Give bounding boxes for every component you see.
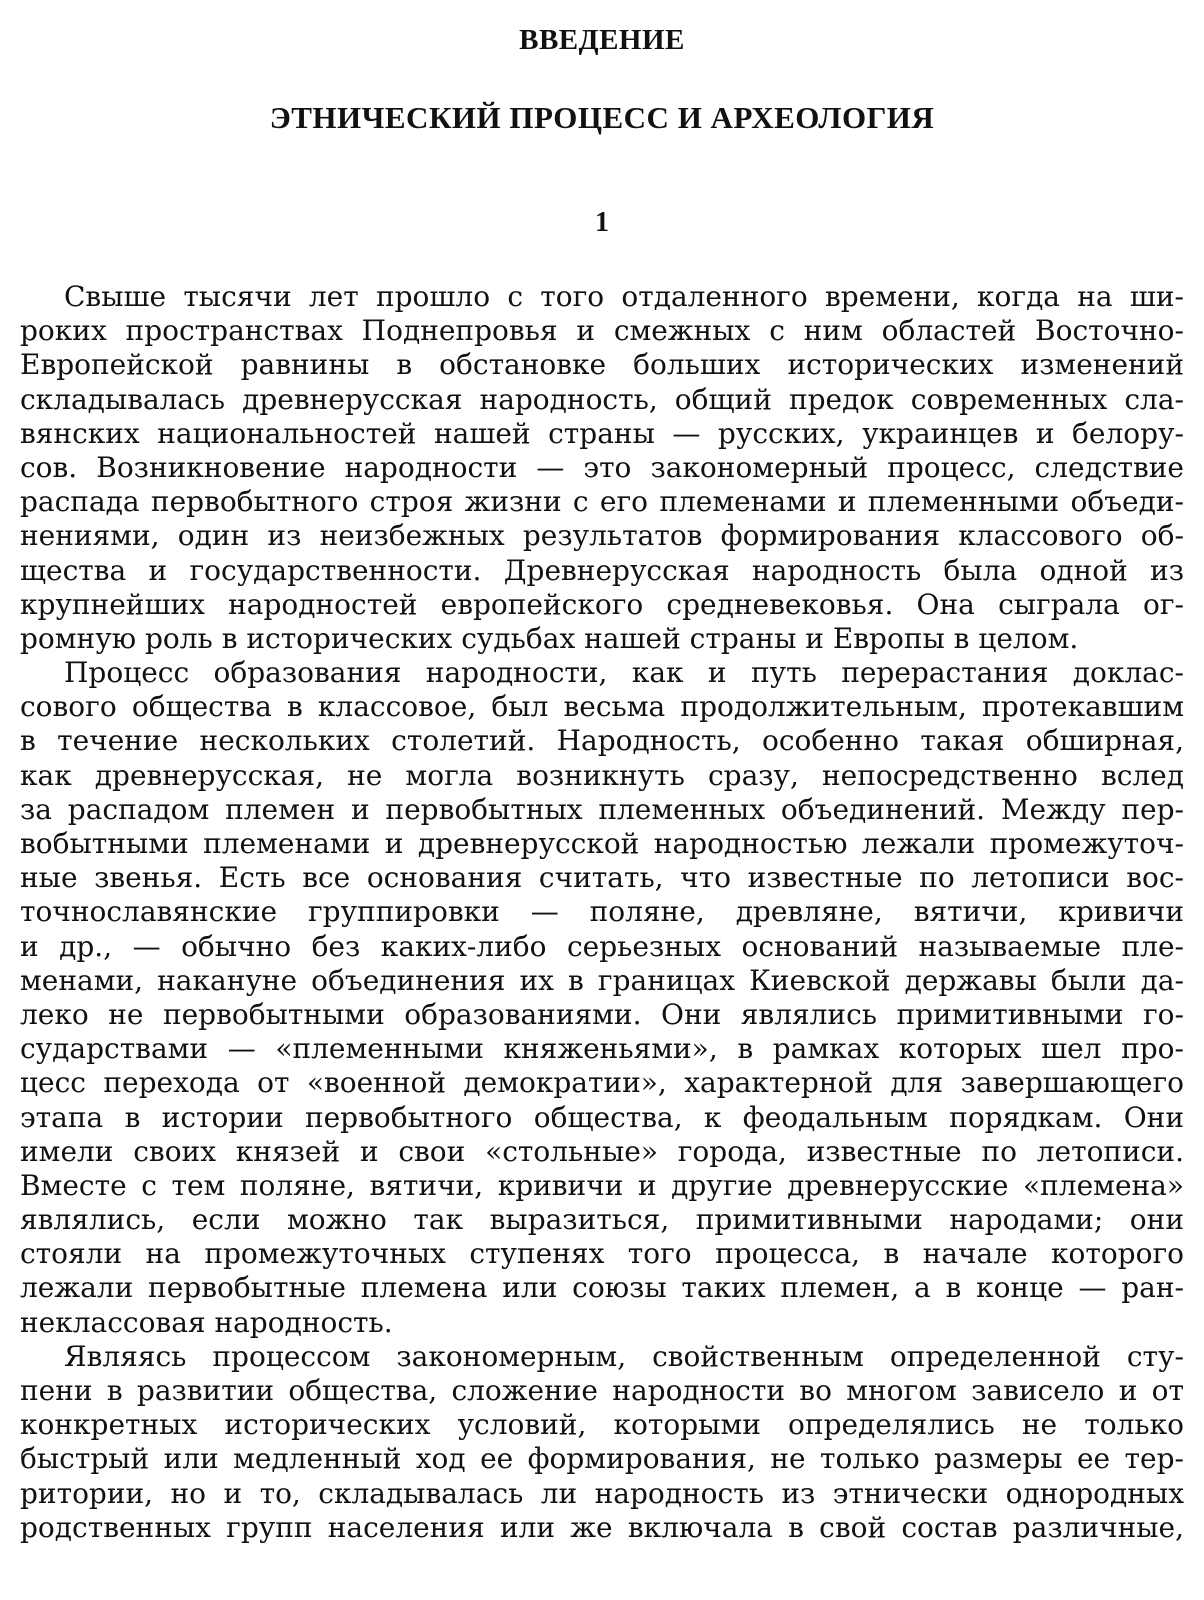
text-line: распада первобытного строя жизни с его племенами и племенными объеди- <box>20 485 1184 519</box>
text-line: вобытными племенами и древнерусской народностью лежали промежуточ- <box>20 827 1184 860</box>
text-line: в течение нескольких столетий. Народность, особенно такая обширная, <box>20 724 1184 758</box>
text-line: Процесс образования народности, как и путь перерастания доклас- <box>64 656 1184 690</box>
text-line: неклассовая народность. <box>20 1305 393 1339</box>
book-page <box>20 0 1184 1600</box>
text-line: щества и государственности. Древнерусская народность была одной из <box>20 553 1184 587</box>
text-line: имели своих князей и свои «стольные» города, известные по летописи. <box>20 1134 1184 1168</box>
text-line: Европейской равнины в обстановке больших исторических изменений <box>20 348 1184 382</box>
text-line: являлись, если можно так выразиться, примитивными народами; они <box>20 1203 1184 1237</box>
text-line: Свыше тысячи лет прошло с того отдаленного времени, когда на ши- <box>64 280 1184 313</box>
section-number: 1 <box>595 207 609 238</box>
text-line: ромную роль в исторических судьбах нашей страны и Европы в целом. <box>20 621 1079 655</box>
text-line: ритории, но и то, складывалась ли народность из этнически однородных <box>20 1476 1184 1510</box>
text-line: и др., — обычно без каких-либо серьезных оснований называемые пле- <box>20 929 1184 963</box>
text-line: сударствами — «племенными княженьями», в рамках которых шел про- <box>20 1032 1184 1066</box>
chapter-title: ЭТНИЧЕСКИЙ ПРОЦЕСС И АРХЕОЛОГИЯ <box>269 100 935 135</box>
text-line: лежали первобытные племена или союзы таких племен, а в конце — ран- <box>20 1271 1184 1305</box>
text-line: менами, накануне объединения их в границах Киевской державы были да- <box>20 963 1184 997</box>
text-line: вянских национальностей нашей страны — русских, украинцев и белору- <box>20 416 1184 450</box>
text-line: за распадом племен и первобытных племенных объединений. Между пер- <box>20 792 1184 826</box>
text-line: складывалась древнерусская народность, общий предок современных сла- <box>20 382 1184 416</box>
text-line: этапа в истории первобытного общества, к феодальным порядкам. Они <box>20 1100 1184 1134</box>
text-line: сов. Возникновение народности — это закономерный процесс, следствие <box>20 450 1184 484</box>
text-line: цесс перехода от «военной демократии», характерной для завершающего <box>20 1066 1184 1100</box>
text-line: как древнерусская, не могла возникнуть сразу, непосредственно вслед <box>20 758 1184 792</box>
text-line: пени в развитии общества, сложение народности во многом зависело и от <box>20 1374 1184 1407</box>
text-line: нениями, один из неизбежных результатов формирования классового об- <box>20 519 1184 553</box>
text-line: родственных групп населения или же включала в свой состав различные, <box>20 1510 1184 1544</box>
text-line: ные звенья. Есть все основания считать, что известные по летописи вос- <box>20 861 1184 895</box>
text-line: конкретных исторических условий, которыми определялись не только <box>20 1408 1184 1442</box>
text-line: роких пространствах Поднепровья и смежных с ним областей Восточно- <box>20 314 1184 348</box>
text-line: быстрый или медленный ход ее формирования, не только размеры ее тер- <box>20 1442 1184 1476</box>
text-line: стояли на промежуточных ступенях того процесса, в начале которого <box>20 1237 1184 1271</box>
text-line: крупнейших народностей европейского средневековья. Она сыграла ог- <box>20 587 1184 621</box>
text-line: сового общества в классовое, был весьма продолжительным, протекавшим <box>20 690 1184 724</box>
section-heading: ВВЕДЕНИЕ <box>519 24 685 56</box>
text-line: леко не первобытными образованиями. Они являлись примитивными го- <box>20 997 1184 1031</box>
text-line: точнославянские группировки — поляне, древляне, вятичи, кривичи <box>20 895 1184 929</box>
body-text <box>20 280 1184 1545</box>
text-line: Являясь процессом закономерным, свойственным определенной сту- <box>64 1339 1184 1373</box>
text-line: Вместе с тем поляне, вятичи, кривичи и другие древнерусские «племена» <box>20 1168 1184 1202</box>
